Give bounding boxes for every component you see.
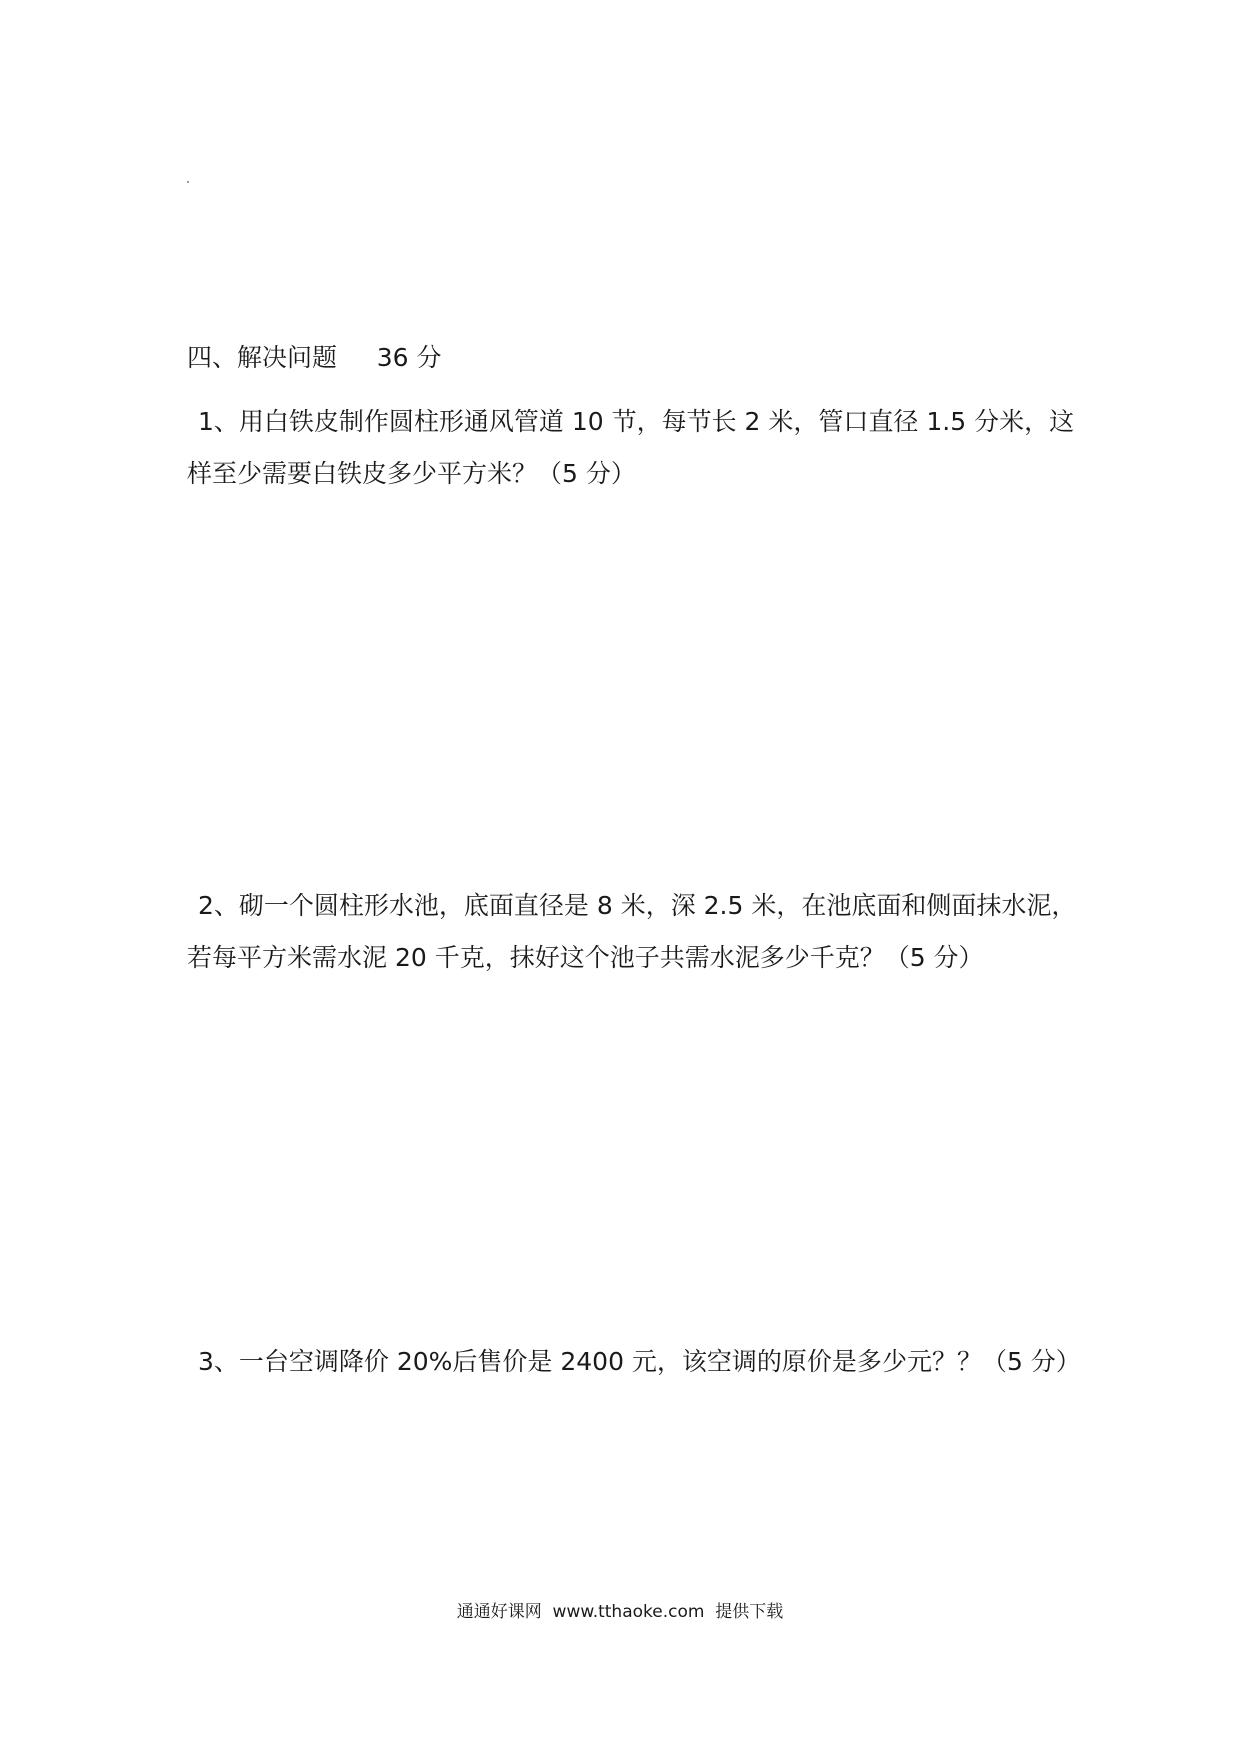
question-1-line-1: 1、用白铁皮制作圆柱形通风管道 10 节，每节长 2 米，管口直径 1.5 分米，这 — [198, 407, 1075, 436]
question-3 — [187, 1336, 1081, 1388]
question-1 — [187, 396, 1075, 500]
footer-source-note: 通通好课网 www.tthaoke.com 提供下载 — [456, 1602, 784, 1622]
question-2-line-2: 若每平方米需水泥 20 千克，抹好这个池子共需水泥多少千克？（5 分） — [187, 943, 984, 972]
question-2 — [187, 880, 1077, 984]
question-3-line-1: 3、一台空调降价 20%后售价是 2400 元，该空调的原价是多少元？？（5 分） — [198, 1347, 1081, 1376]
section-heading: 四、解决问题 36 分 — [187, 343, 442, 372]
scan-speck — [187, 181, 189, 183]
question-1-line-2: 样至少需要白铁皮多少平方米？（5 分） — [187, 459, 636, 488]
question-2-line-1: 2、砌一个圆柱形水池，底面直径是 8 米，深 2.5 米，在池底面和侧面抹水泥， — [198, 891, 1077, 920]
